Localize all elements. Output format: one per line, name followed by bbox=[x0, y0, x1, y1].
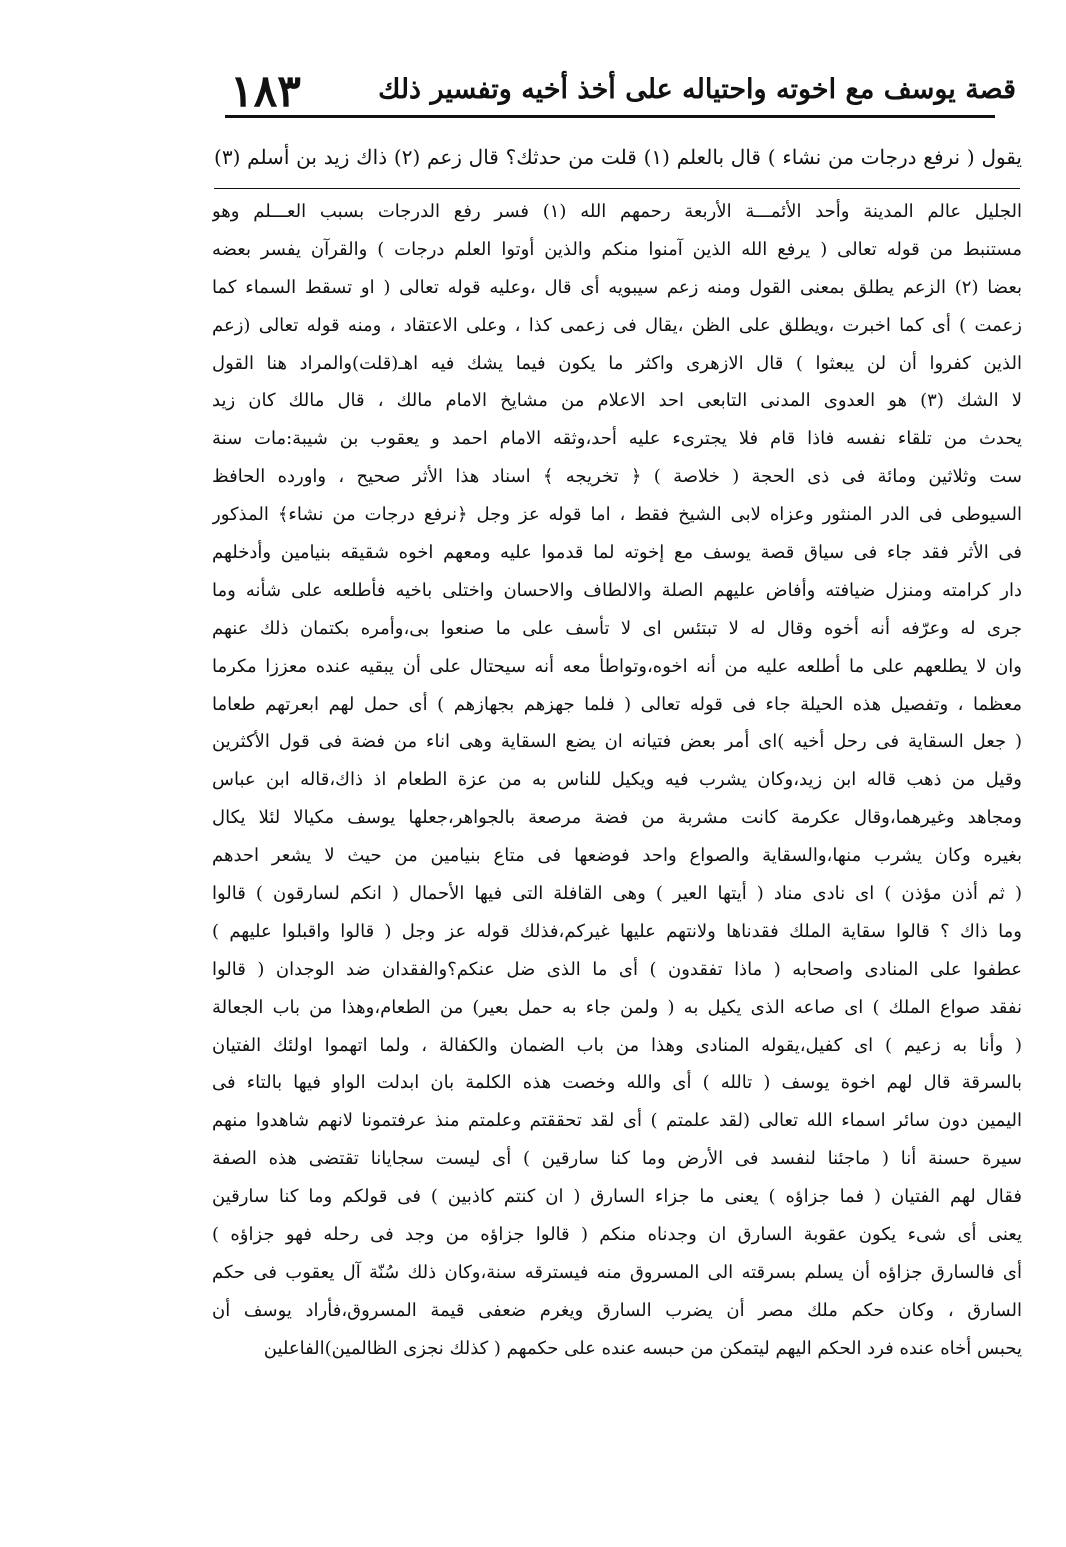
commentary-line: السارق ، وكان حكم ملك مصر أن يضرب السارق ويغرم ضعفى قيمة المسروق،فأراد يوسف أن bbox=[212, 1299, 1022, 1321]
main-text-line: يقول ( نرفع درجات من نشاء ) قال بالعلم (١) قلت من حدثك؟ قال زعم (٢) ذاك زيد بن أسلم (٣) bbox=[214, 145, 1022, 169]
commentary-line: يحدث من تلقاء نفسه فاذا قام فلا يجترىء عليه أحد،وثقه الامام احمد و يعقوب بن شيبة:مات سنة bbox=[212, 428, 1022, 450]
commentary-block bbox=[212, 193, 1022, 1368]
commentary-line: ومجاهد وغيرهما،وقال عكرمة كانت مشربة من فضة مرصعة بالجواهر،جعلها يوسف مكيالا لئلا يكال bbox=[212, 807, 1022, 829]
commentary-line: مستنبط من قوله تعالى ( يرفع الله الذين آمنوا منكم والذين أوتوا العلم درجات ) والقرآن يفسر بعضه bbox=[212, 238, 1022, 260]
commentary-line: نفقد صواع الملك ) اى صاعه الذى يكيل به ( ولمن جاء به حمل بعير) من الطعام،وهذا من باب الجعالة bbox=[212, 996, 1022, 1018]
commentary-line: أى فالسارق جزاؤه أن يسلم بسرقته الى المسروق منه فيسترقه سنة،وكان ذلك سُنّة آل يعقوب فى حكم bbox=[212, 1261, 1022, 1283]
commentary-line: معظما ، وتفصيل هذه الحيلة جاء فى قوله تعالى ( فلما جهزهم بجهازهم ) أى حمل لهم ابعرتهم طعاما bbox=[212, 693, 1022, 715]
commentary-line: لا الشك (٣) هو العدوى المدنى التابعى احد الاعلام من مشايخ الامام مالك ، قال مالك كان زيد bbox=[212, 390, 1022, 412]
commentary-line: وقيل من ذهب قاله ابن زيد،وكان يشرب فيه ويكيل للناس به من عزة الطعام اذ ذاك،قاله ابن عباس bbox=[212, 769, 1022, 791]
commentary-line: ست وثلاثين ومائة فى ذى الحجة ( خلاصة ) ﴿ تخريجه ﴾ اسناد هذا الأثر صحيح ، واورده الحافظ bbox=[212, 466, 1022, 488]
header-rule bbox=[225, 115, 995, 118]
commentary-line: الجليل عالم المدينة وأحد الأئمـــة الأربعة رحمهم الله (١) فسر رفع الدرجات بسبب العـــلم وهو bbox=[212, 201, 1022, 222]
commentary-line: عطفوا على المنادى واصحابه ( ماذا تفقدون ) أى ما الذى ضل عنكم؟والفقدان ضد الوجدان ( قالوا bbox=[212, 958, 1022, 980]
commentary-line: ( جعل السقاية فى رحل أخيه )اى أمر بعض فتيانه ان يضع السقاية وهى اناء من فضة فى قول الأكثرين bbox=[212, 731, 1022, 753]
commentary-line: الذين كفروا أن لن يبعثوا ) قال الازهرى واكثر ما يكون فيما يشك فيه اهـ(قلت)والمراد هنا القول bbox=[212, 352, 1022, 374]
commentary-line: ( ثم أذن مؤذن ) اى نادى مناد ( أيتها العير ) وهى القافلة التى فيها الأحمال ( انكم لسارقون ) قالوا bbox=[212, 883, 1022, 905]
commentary-line: وما ذاك ؟ قالوا سقاية الملك فقدناها ولانتهم عليها غيركم،فذلك قوله عز وجل ( قالوا واقبلوا عليهم ) bbox=[212, 920, 1022, 942]
commentary-line: وان لا يطلعهم على ما أطلعه عليه من أنه اخوه،وتواطأ معه أنه سيحتال على أن يبقيه عنده معززا مكرما bbox=[212, 655, 1022, 677]
commentary-line: فى الأثر فقد جاء فى سياق قصة يوسف مع إخوته لما قدموا عليه ومعهم اخوه شقيقه بنيامين وأدخلهم bbox=[212, 542, 1022, 564]
commentary-line: سيرة حسنة أنا ( ماجئنا لنفسد فى الأرض وما كنا سارقين ) أى ليست سجايانا تقتضى هذه الصفة bbox=[212, 1148, 1022, 1170]
commentary-line: السيوطى فى الدر المنثور وعزاه لابى الشيخ فقط ، اما قوله عز وجل ﴿نرفع درجات من نشاء﴾ المذكور bbox=[212, 504, 1022, 526]
running-title: قصة يوسف مع اخوته واحتياله على أخذ أخيه وتفسير ذلك bbox=[378, 74, 1016, 105]
commentary-line: بالسرقة قال لهم اخوة يوسف ( تالله ) أى والله وخصت هذه الكلمة بان ابدلت الواو فيها بالتاء فى bbox=[212, 1072, 1022, 1094]
commentary-line: بغيره وكان يشرب منها،والسقاية والصواع واحد فوضعها فى متاع بنيامين من حيث لا يشعر احدهم bbox=[212, 845, 1022, 867]
main-text-divider bbox=[214, 188, 1020, 189]
commentary-line: اليمين دون سائر اسماء الله تعالى (لقد علمتم ) أى لقد تحققتم وعلمتم منذ عرفتمونا لانهم شاهدوا منهم bbox=[212, 1110, 1022, 1132]
commentary-line: يعنى أى شىء يكون عقوبة السارق ان وجدناه منكم ( قالوا جزاؤه من وجد فى رحله فهو جزاؤه ) bbox=[212, 1224, 1022, 1246]
commentary-line: ( وأنا به زعيم ) اى كفيل،يقوله المنادى وهذا من باب الضمان والكفالة ، ولما اتهموا اولئك الفتيان bbox=[212, 1034, 1022, 1056]
commentary-line: زعمت ) أى كما اخبرت ،ويطلق على الظن ،يقال فى زعمى كذا ، وعلى الاعتقاد ، ومنه قوله تعالى (زعم bbox=[212, 314, 1022, 336]
commentary-line: يحبس أخاه عنده فرد الحكم اليهم ليتمكن من حبسه عنده على حكمهم ( كذلك نجزى الظالمين)الفاعلين bbox=[263, 1337, 1022, 1359]
commentary-line: فقال لهم الفتيان ( فما جزاؤه ) يعنى ما جزاء السارق ( ان كنتم كاذبين ) فى قولكم وما كنا سارقين bbox=[212, 1186, 1022, 1208]
commentary-line: جرى له وعرّفه أنه أخوه وقال له لا تبتئس اى لا تأسف على ما صنعوا بى،وأمره بكتمان ذلك عنهم bbox=[212, 617, 1022, 639]
commentary-line: بعضا (٢) الزعم يطلق بمعنى القول ومنه زعم سيبويه أى قال ،وعليه قوله تعالى ( او تسقط السماء كما bbox=[212, 276, 1022, 298]
page-number: ١٨٣ bbox=[230, 66, 301, 117]
commentary-line: دار كرامته ومنزل ضيافته وأفاض عليهم الصلة والالطاف والاحسان واختلى باخيه فأطلعه على شأنه وما bbox=[212, 579, 1022, 601]
